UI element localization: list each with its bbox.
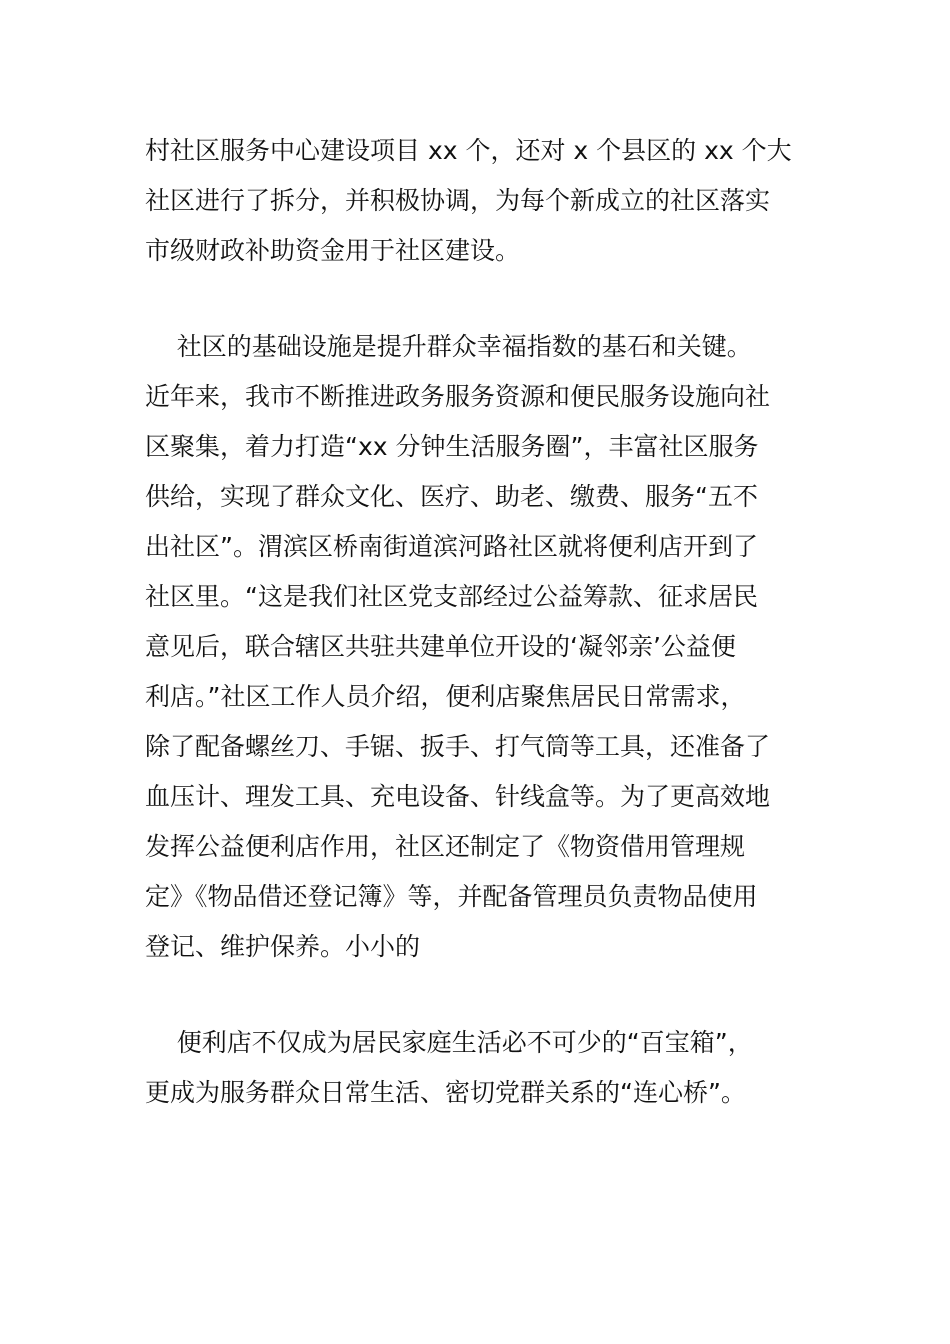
text-line: 区聚集，着力打造“xx 分钟生活服务圈”，丰富社区服务 (145, 432, 759, 461)
text-line: 意见后，联合辖区共驻共建单位开设的‘凝邻亲’公益便 (145, 632, 736, 661)
document-body (145, 126, 805, 1118)
text-line: 利店。”社区工作人员介绍，便利店聚焦居民日常需求， (145, 682, 746, 711)
text-line: 发挥公益便利店作用，社区还制定了《物资借用管理规 (145, 832, 746, 861)
paragraph-gap (145, 972, 805, 1018)
text-line: 登记、维护保养。小小的 (145, 932, 421, 961)
text-line: 供给，实现了群众文化、医疗、助老、缴费、服务“五不 (145, 482, 758, 511)
text-line: 社区的基础设施是提升群众幸福指数的基石和关键。 (145, 332, 752, 361)
text-line: 出社区”。渭滨区桥南街道滨河路社区就将便利店开到了 (145, 532, 758, 561)
paragraph-gap (145, 276, 805, 322)
text-line: 血压计、理发工具、充电设备、针线盒等。为了更高效地 (145, 782, 771, 811)
text-line: 村社区服务中心建设项目 xx 个，还对 x 个县区的 xx 个大 (145, 136, 792, 165)
paragraph-2 (145, 322, 805, 972)
paragraph-1 (145, 126, 805, 276)
text-line: 社区进行了拆分，并积极协调，为每个新成立的社区落实 (145, 186, 771, 215)
text-line: 更成为服务群众日常生活、密切党群关系的“连心桥”。 (145, 1078, 746, 1107)
text-line: 除了配备螺丝刀、手锯、扳手、打气筒等工具，还准备了 (145, 732, 771, 761)
text-line: 市级财政补助资金用于社区建设。 (145, 236, 521, 265)
paragraph-3 (145, 1018, 805, 1118)
text-line: 便利店不仅成为居民家庭生活必不可少的“百宝箱”， (145, 1028, 753, 1057)
text-line: 近年来，我市不断推进政务服务资源和便民服务设施向社 (145, 382, 771, 411)
text-line: 社区里。“这是我们社区党支部经过公益筹款、征求居民 (145, 582, 758, 611)
text-line: 定》《物品借还登记簿》等，并配备管理员负责物品使用 (145, 882, 758, 911)
